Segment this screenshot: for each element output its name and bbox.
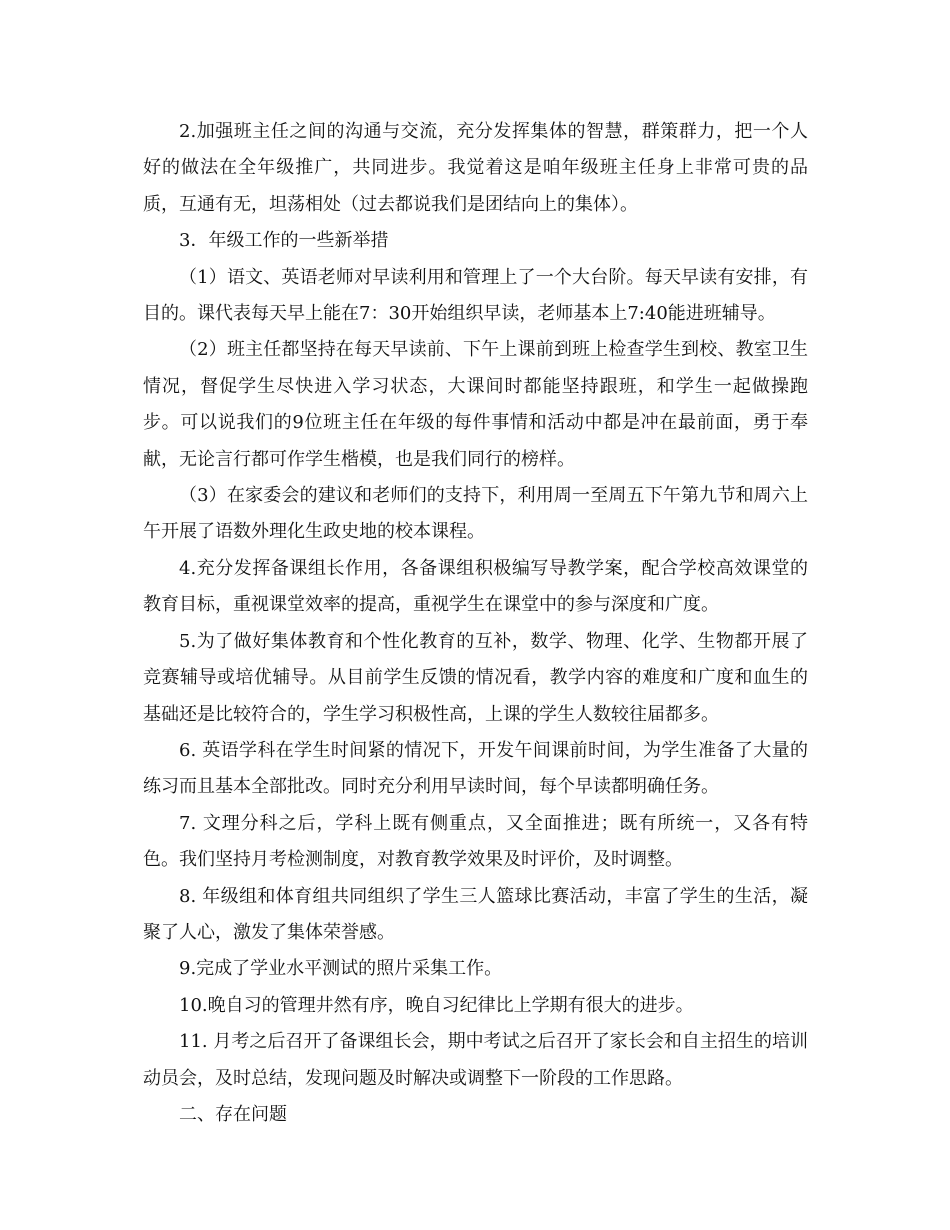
paragraph-class-teacher-communication: 2.加强班主任之间的沟通与交流，充分发挥集体的智慧，群策群力，把一个人好的做法在全年级推广，共同进步。我觉着这是咱年级班主任身上非常可贵的品质，互通有无，坦荡相处（过去都说我们是团结向上的集体）。: [143, 121, 808, 215]
paragraph-basketball: 8. 年级组和体育组共同组织了学生三人篮球比赛活动，丰富了学生的生活，凝聚了人心，激发了集体荣誉感。: [143, 885, 808, 943]
paragraph-english-subject: 6. 英语学科在学生时间紧的情况下，开发午间课前时间，为学生准备了大量的练习而且基本全部批改。同时充分利用早读时间，每个早读都明确任务。: [143, 739, 808, 798]
paragraph-photo-collection: 9.完成了学业水平测试的照片采集工作。: [179, 958, 503, 980]
paragraph-class-teacher-duty: （2）班主任都坚持在每天早读前、下午上课前到班上检查学生到校、教室卫生情况，督促学生尽快进入学习状态，大课间时都能坚持跟班，和学生一起做操跑步。可以说我们的9位班主任在年级的每件事情和活动中都是冲在最前面，勇于奉献，无论言行都可作学生楷模，也是我们同行的榜样。: [143, 339, 808, 470]
paragraph-morning-reading: （1）语文、英语老师对早读利用和管理上了一个大台阶。每天早读有安排，有目的。课代表每天早上能在7：30开始组织早读，老师基本上7:40能进班辅导。: [143, 266, 808, 325]
paragraph-meetings: 11. 月考之后召开了备课组长会，期中考试之后召开了家长会和自主招生的培训动员会，及时总结，发现问题及时解决或调整下一阶段的工作思路。: [143, 1031, 808, 1089]
paragraph-evening-study: 10.晚自习的管理井然有序，晚自习纪律比上学期有很大的进步。: [179, 994, 694, 1016]
paragraph-school-courses: （3）在家委会的建议和老师们的支持下，利用周一至周五下午第九节和周六上午开展了语数外理化生政史地的校本课程。: [143, 485, 808, 543]
paragraph-monthly-exams: 7. 文理分科之后，学科上既有侧重点，又全面推进；既有所统一，又各有特色。我们坚持月考检测制度，对教育教学效果及时评价，及时调整。: [143, 812, 808, 871]
section-heading-problems: 二、存在问题: [179, 1103, 287, 1125]
document-body: [143, 114, 808, 1133]
paragraph-new-measures-heading: 3．年级工作的一些新举措: [179, 230, 389, 252]
paragraph-lesson-preparation: 4.充分发挥备课组长作用，各备课组积极编写导教学案，配合学校高效课堂的教育目标，重视课堂效率的提高，重视学生在课堂中的参与深度和广度。: [143, 557, 808, 616]
paragraph-competition-tutoring: 5.为了做好集体教育和个性化教育的互补，数学、物理、化学、生物都开展了竞赛辅导或培优辅导。从目前学生反馈的情况看，教学内容的难度和广度和血生的基础还是比较符合的，学生学习积极性高，上课的学生人数较往届都多。: [143, 630, 808, 725]
